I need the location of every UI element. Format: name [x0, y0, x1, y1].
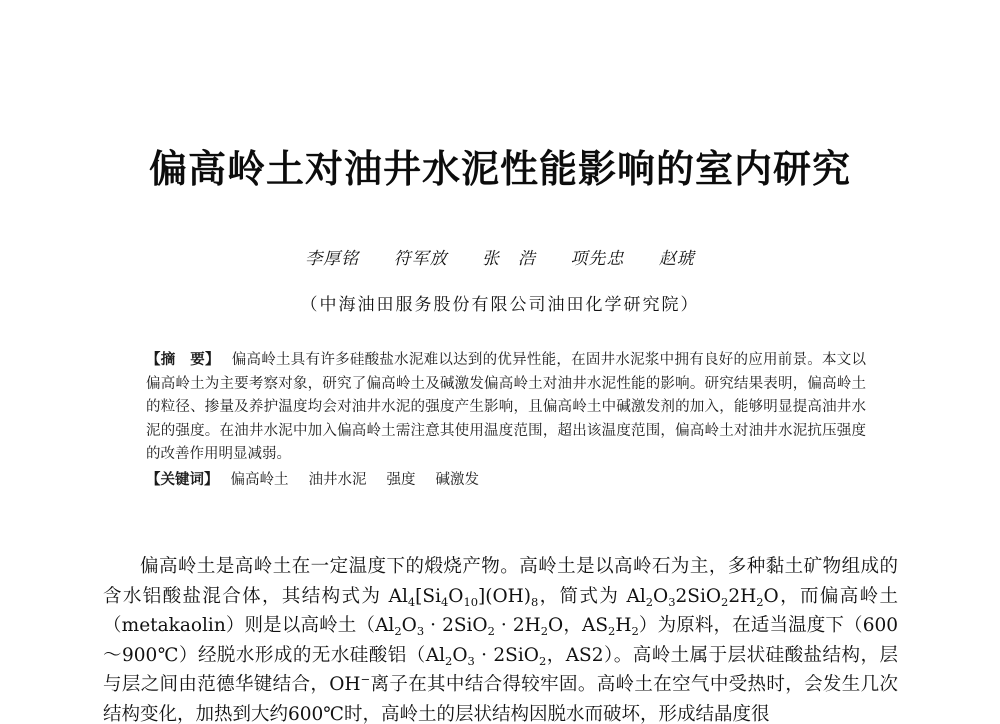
- body-text-run: O，而偏高岭土（metakaolin）则是以高岭土（Al: [103, 585, 898, 636]
- body-text-run: ，AS2）。高岭土属于层状硅酸盐结构，层与层之间由范德华键结合，OH: [103, 644, 898, 695]
- formula-text: ](OH): [478, 585, 531, 607]
- formula-text: H: [615, 615, 632, 636]
- author-name: 项先忠: [570, 249, 625, 269]
- formula-text: O: [448, 585, 464, 607]
- keywords-label: 【关键词】: [146, 471, 219, 488]
- formula-subscript: 2: [538, 653, 547, 668]
- body-paragraph: [103, 552, 898, 724]
- formula-subscript: 2: [394, 624, 402, 638]
- author-name: 赵琥: [658, 249, 695, 269]
- formula-text: O，AS: [548, 615, 609, 636]
- formula-subscript: 2: [645, 594, 654, 609]
- formula-text: O: [653, 585, 669, 607]
- abstract-paragraph: [146, 349, 866, 467]
- formula-text: · 2H: [494, 615, 541, 636]
- formula-text: 2H: [728, 585, 757, 607]
- formula-subscript: 4: [440, 594, 449, 609]
- formula-subscript: 3: [416, 624, 425, 638]
- formula-subscript: 2: [721, 594, 729, 609]
- formula-subscript: 2: [540, 624, 549, 638]
- formula-subscript: 10: [463, 594, 479, 609]
- keyword: 油井水泥: [308, 471, 367, 488]
- body-text-run: ）为原料，在适当温度下（600～900℃）经脱水形成的无水硅酸铝（Al: [103, 615, 899, 666]
- formula-text: · 2SiO: [424, 615, 488, 636]
- formula-text: 2SiO: [675, 585, 722, 607]
- formula-subscript: 2: [487, 624, 495, 638]
- author-name: 张 浩: [482, 249, 536, 269]
- formula-subscript: 2: [608, 624, 616, 638]
- formula-subscript: 2: [631, 624, 639, 638]
- author-name: 李厚铭: [305, 249, 360, 269]
- abstract-block: [146, 349, 866, 492]
- author-affiliation: （中海油田服务股份有限公司油田化学研究院）: [300, 295, 700, 315]
- formula-text: · 2SiO: [474, 644, 539, 666]
- keyword: 偏高岭土: [230, 471, 289, 488]
- formula-text: O: [452, 644, 468, 666]
- keywords-line: [146, 469, 866, 493]
- body-text-run: 离子在其中结合得较牢固。高岭土在空气中受热时，会发生几次结构变化，加热到大约600℃时，高岭土的层状结构因脱水而破坏，形成结晶度很: [103, 674, 898, 724]
- author-name: 符军放: [393, 249, 448, 269]
- abstract-text: 偏高岭土具有许多硅酸盐水泥难以达到的优异性能，在固井水泥浆中拥有良好的应用前景。本文以偏高岭土为主要考察对象，研究了偏高岭土及碱激发偏高岭土对油井水泥性能的影响。研究结果表明，偏高岭土的粒径、掺量及养护温度均会对油井水泥的强度产生影响，且偏高岭土中碱激发剂的加入，能够明显提高油井水泥的强度。在油井水泥中加入偏高岭土需注意其使用温度范围，超出该温度范围，偏高岭土对油井水泥抗压强度的改善作用明显减弱。: [146, 352, 867, 462]
- formula-subscript: 3: [467, 653, 475, 668]
- formula-subscript: 2: [445, 653, 453, 668]
- formula-text: [Si: [415, 585, 441, 607]
- formula-subscript: 8: [531, 594, 539, 609]
- abstract-label: 【摘 要】: [146, 352, 220, 368]
- body-text: [103, 552, 898, 724]
- formula-subscript: 4: [407, 594, 416, 609]
- formula-subscript: 2: [756, 594, 764, 609]
- formula-text: O: [401, 615, 417, 636]
- formula-subscript: 3: [668, 594, 676, 609]
- keyword: 碱激发: [435, 471, 479, 488]
- formula-superscript: −: [360, 672, 371, 687]
- body-text-run: 偏高岭土是高岭土在一定温度下的煅烧产物。高岭土是以高岭石为主，多种黏土矿物组成的含水铝酸盐混合体，其结构式为 Al: [103, 556, 898, 607]
- author-list: [0, 244, 1000, 269]
- body-text-run: ，简式为 Al: [538, 585, 646, 607]
- paper-title: 偏高岭土对油井水泥性能影响的室内研究: [148, 147, 851, 191]
- keyword: 强度: [386, 471, 416, 488]
